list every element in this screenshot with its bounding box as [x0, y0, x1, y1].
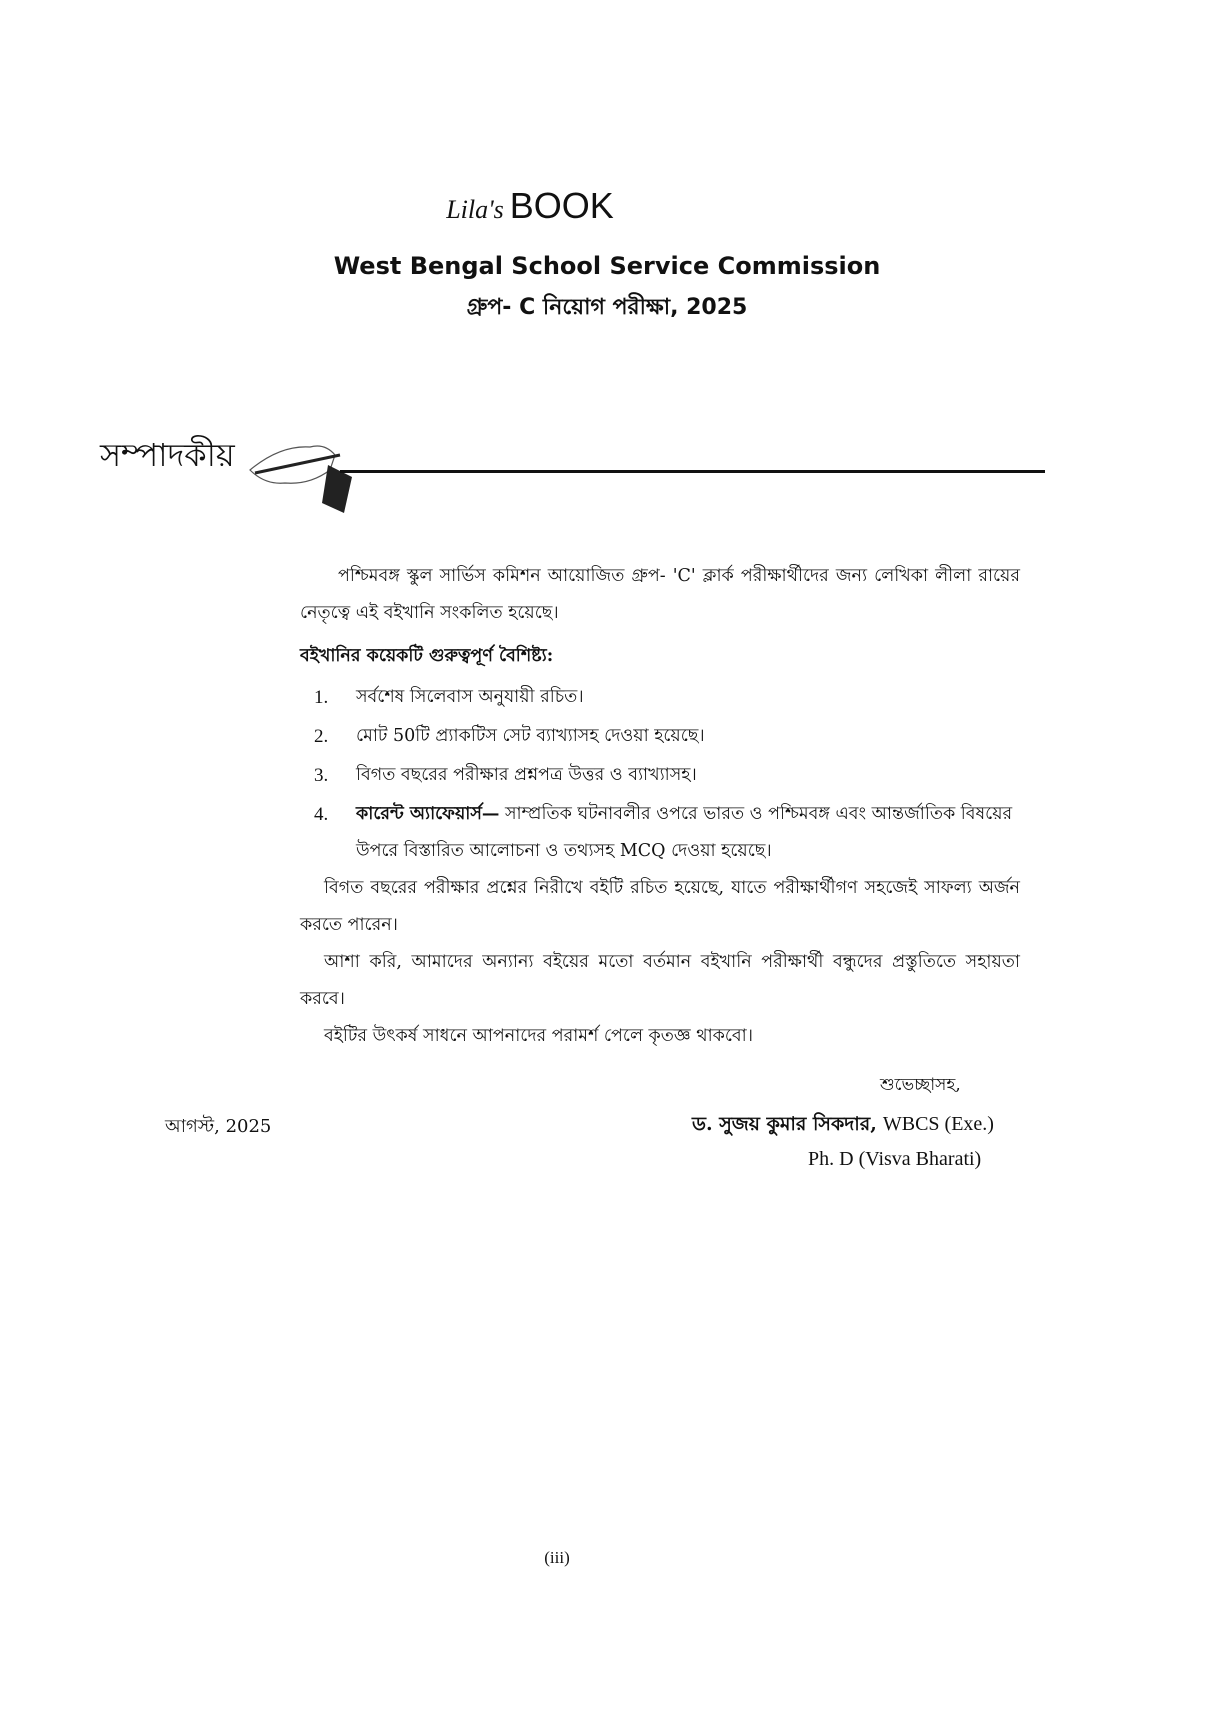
- exam-title: West Bengal School Service Commission: [333, 252, 881, 280]
- paragraph-3: আশা করি, আমাদের অন্যান্য বইয়ের মতো বর্তমান বইখানি পরীক্ষার্থী বন্ধুদের প্রস্তুতিতে সহায়তা করবে।: [300, 952, 1020, 1009]
- greeting: শুভেচ্ছাসহ,: [880, 1075, 961, 1095]
- item-number: 2.: [314, 726, 329, 747]
- paragraph-4: বইটির উৎকর্ষ সাধনে আপনাদের পরামর্শ পেলে কৃতজ্ঞ থাকবো।: [324, 1026, 753, 1046]
- brand-main: BOOK: [509, 185, 614, 226]
- exam-subtitle: গ্রুপ- C নিয়োগ পরীক্ষা, 2025: [466, 295, 748, 320]
- author-degree: Ph. D (Visva Bharati): [808, 1148, 982, 1170]
- item-text: মোট 50টি প্র্যাকটিস সেট ব্যাখ্যাসহ দেওয়া হয়েছে।: [356, 726, 705, 746]
- paragraph-2: বিগত বছরের পরীক্ষার প্রশ্নের নিরীখে বইটি রচিত হয়েছে, যাতে পরীক্ষার্থীগণ সহজেই সাফল্য অর্জন করতে পারেন।: [300, 878, 1020, 935]
- item-number: 3.: [314, 765, 329, 786]
- list-item: [314, 679, 1020, 716]
- item-bold-label: কারেন্ট অ্যাফেয়ার্স—: [356, 804, 500, 824]
- heading-rule: [340, 470, 1045, 473]
- writing-hand-icon: [240, 425, 370, 529]
- date: আগস্ট, 2025: [165, 1116, 272, 1137]
- editorial-body: [300, 558, 1020, 1055]
- item-number: 4.: [314, 804, 329, 825]
- features-list: [300, 679, 1020, 870]
- item-text: সাম্প্রতিক ঘটনাবলীর ওপরে ভারত ও পশ্চিমবঙ্গ এবং আন্তর্জাতিক বিষয়ের উপরে বিস্তারিত আলোচনা ও তথ্যসহ MCQ দেওয়া হয়েছে।: [356, 804, 1013, 861]
- author-name: ড. সুজয় কুমার সিকদার,: [692, 1113, 877, 1135]
- editorial-heading: সম্পাদকীয়: [100, 436, 235, 474]
- author-qualification: WBCS (Exe.): [882, 1113, 994, 1135]
- item-number: 1.: [314, 687, 329, 708]
- item-text: সর্বশেষ সিলেবাস অনুযায়ী রচিত।: [356, 687, 584, 707]
- page-number: (iii): [544, 1548, 570, 1567]
- brand-logo: [0, 185, 1060, 227]
- list-item: [314, 757, 1020, 794]
- signature: [692, 1110, 994, 1142]
- item-text: বিগত বছরের পরীক্ষার প্রশ্নপত্র উত্তর ও ব্যাখ্যাসহ।: [356, 765, 697, 785]
- list-item: [314, 796, 1020, 870]
- intro-paragraph: পশ্চিমবঙ্গ স্কুল সার্ভিস কমিশন আয়োজিত গ্রুপ- 'C' ক্লার্ক পরীক্ষার্থীদের জন্য লেখিকা লীলা রায়ের নেতৃত্বে এই বইখানি সংকলিত হয়েছে।: [300, 566, 1020, 623]
- features-heading: বইখানির কয়েকটি গুরুত্বপূর্ণ বৈশিষ্ট্য:: [300, 646, 554, 666]
- brand-italic: Lila's: [446, 195, 504, 224]
- list-item: [314, 718, 1020, 755]
